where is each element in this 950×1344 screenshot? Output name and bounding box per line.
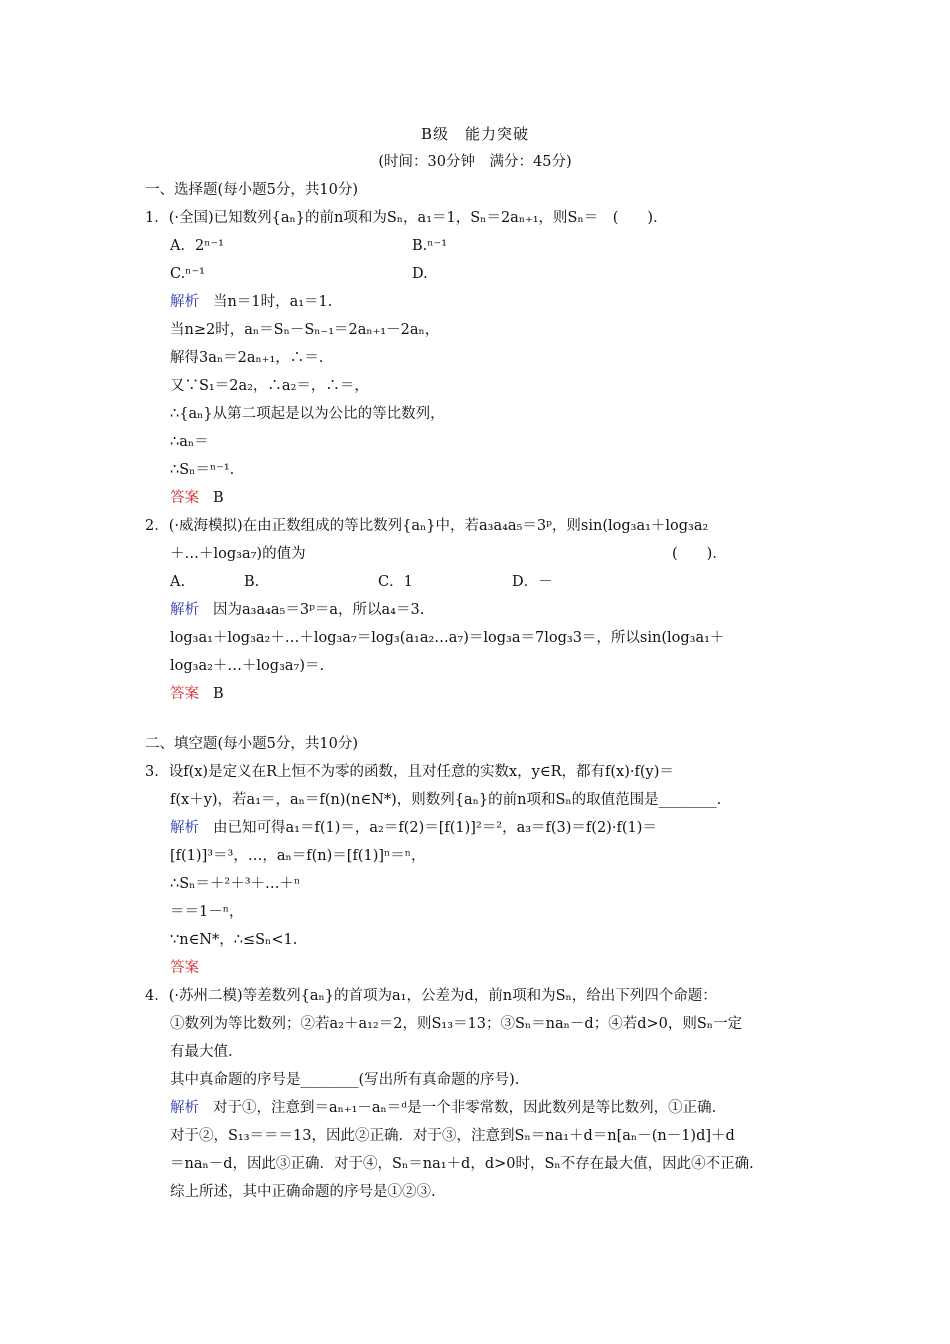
page-title: B级 能力突破 (420, 125, 530, 143)
q4-stem-line1: 4．(·苏州二模)等差数列{aₙ}的首项为a₁，公差为d，前n项和为Sₙ，给出下列四个命题： (145, 988, 717, 1004)
page-subtitle: (时间：30分钟 满分：45分) (378, 154, 572, 170)
q2-option-c: C．1 (378, 574, 413, 590)
q2-answer-paren: ( )． (672, 546, 727, 562)
q1-analysis-text: 当n＝1时，a₁＝1. (213, 294, 333, 310)
q4-stem-line2: ①数列为等比数列；②若a₂＋a₁₂＝2，则S₁₃＝13；③Sₙ＝naₙ－d；④若d>0，则Sₙ一定 (170, 1016, 743, 1032)
q3-answer-line (0, 958, 950, 978)
q1-analysis-text: 当n≥2时，aₙ＝Sₙ－Sₙ₋₁＝2aₙ₊₁－2aₙ， (170, 322, 440, 338)
q1-analysis-line (0, 292, 950, 312)
section-heading-choice: 一、选择题(每小题5分，共10分) (145, 182, 358, 198)
q2-answer: B (213, 686, 224, 702)
q2-analysis-label: 解析 (170, 602, 199, 618)
q3-analysis-text: 由已知可得a₁＝f(1)＝，a₂＝f(2)＝[f(1)]²＝²，a₃＝f(3)＝f(2)·f(1)＝ (213, 820, 657, 836)
q1-analysis-text: ∴Sₙ＝ⁿ⁻¹. (170, 462, 235, 478)
q2-stem-line2 (0, 544, 950, 564)
q4-stem-line3: 有最大值. (170, 1044, 233, 1060)
q1-analysis-text: ∴{aₙ}从第二项起是以为公比的等比数列， (170, 406, 445, 422)
q4-analysis-text: 对于②，S₁₃＝＝＝13，因此②正确．对于③，注意到Sₙ＝na₁＋d＝n[aₙ－(n－1)d]＋d (170, 1128, 735, 1144)
q3-analysis-text: ＝＝1－ⁿ， (170, 904, 244, 920)
q2-option-d: D．－ (512, 574, 553, 590)
q3-stem-line1: 3．设f(x)是定义在R上恒不为零的函数，且对任意的实数x，y∈R，都有f(x)·f(y)＝ (145, 764, 674, 780)
q2-stem-text: ＋…＋log₃a₇)的值为 (170, 546, 306, 562)
q1-answer: B (213, 490, 224, 506)
q1-analysis-text: 解得3aₙ＝2aₙ₊₁，∴＝. (170, 350, 324, 366)
q2-option-b: B. (244, 574, 260, 590)
q4-analysis-line (0, 1098, 950, 1118)
q2-analysis-text: log₃a₂＋…＋log₃a₇)＝. (170, 658, 325, 674)
q1-option-a: A．2ⁿ⁻¹ (170, 238, 224, 254)
section-heading-fill: 二、填空题(每小题5分，共10分) (145, 736, 358, 752)
q4-analysis-text: 综上所述，其中正确命题的序号是①②③. (170, 1184, 436, 1200)
q4-stem-line4: 其中真命题的序号是________(写出所有真命题的序号). (170, 1072, 520, 1088)
q1-option-c: C.ⁿ⁻¹ (170, 266, 205, 282)
q3-analysis-line (0, 818, 950, 838)
q4-analysis-text: 对于①，注意到＝aₙ₊₁－aₙ＝ᵈ是一个非零常数，因此数列是等比数列，①正确. (213, 1100, 717, 1116)
q2-answer-line (0, 684, 950, 704)
q3-analysis-text: [f(1)]³＝³，…，aₙ＝f(n)＝[f(1)]ⁿ＝ⁿ， (170, 848, 426, 864)
q3-analysis-label: 解析 (170, 820, 199, 836)
q2-option-a: A. (170, 574, 186, 590)
q1-answer-label: 答案 (170, 490, 199, 506)
q3-analysis-text: ∴Sₙ＝＋²＋³＋…＋ⁿ (170, 876, 301, 892)
q1-analysis-label: 解析 (170, 294, 199, 310)
q4-analysis-label: 解析 (170, 1100, 199, 1116)
q4-analysis-text: ＝naₙ－d，因此③正确．对于④，Sₙ＝na₁＋d，d>0时，Sₙ不存在最大值，因此④不正确. (170, 1156, 754, 1172)
q1-option-d: D. (412, 266, 428, 282)
q2-analysis-line (0, 600, 950, 620)
q1-option-b: B.ⁿ⁻¹ (412, 238, 448, 254)
q2-answer-label: 答案 (170, 686, 199, 702)
q1-answer-line (0, 488, 950, 508)
q1-stem: 1．(·全国)已知数列{aₙ}的前n项和为Sₙ，a₁＝1，Sₙ＝2aₙ₊₁，则Sₙ＝ ( )． (145, 210, 668, 226)
q3-stem-line2: f(x＋y)，若a₁＝，aₙ＝f(n)(n∈N*)，则数列{aₙ}的前n项和Sₙ的取值范围是________. (170, 792, 722, 808)
q2-analysis-text: log₃a₁＋log₃a₂＋…＋log₃a₇＝log₃(a₁a₂…a₇)＝log₃a＝7log₃3＝，所以sin(log₃a₁＋ (170, 630, 725, 646)
q3-answer-label: 答案 (170, 960, 199, 976)
q1-analysis-text: ∴aₙ＝ (170, 434, 209, 450)
q2-stem-line1: 2．(·威海模拟)在由正数组成的等比数列{aₙ}中，若a₃a₄a₅＝3ᵖ，则sin(log₃a₁＋log₃a₂ (145, 518, 709, 534)
q1-analysis-text: 又∵S₁＝2a₂，∴a₂＝，∴＝， (170, 378, 369, 394)
q3-analysis-text: ∵n∈N*，∴≤Sₙ<1. (170, 932, 298, 948)
q2-analysis-text: 因为a₃a₄a₅＝3ᵖ＝a，所以a₄＝3. (213, 602, 425, 618)
